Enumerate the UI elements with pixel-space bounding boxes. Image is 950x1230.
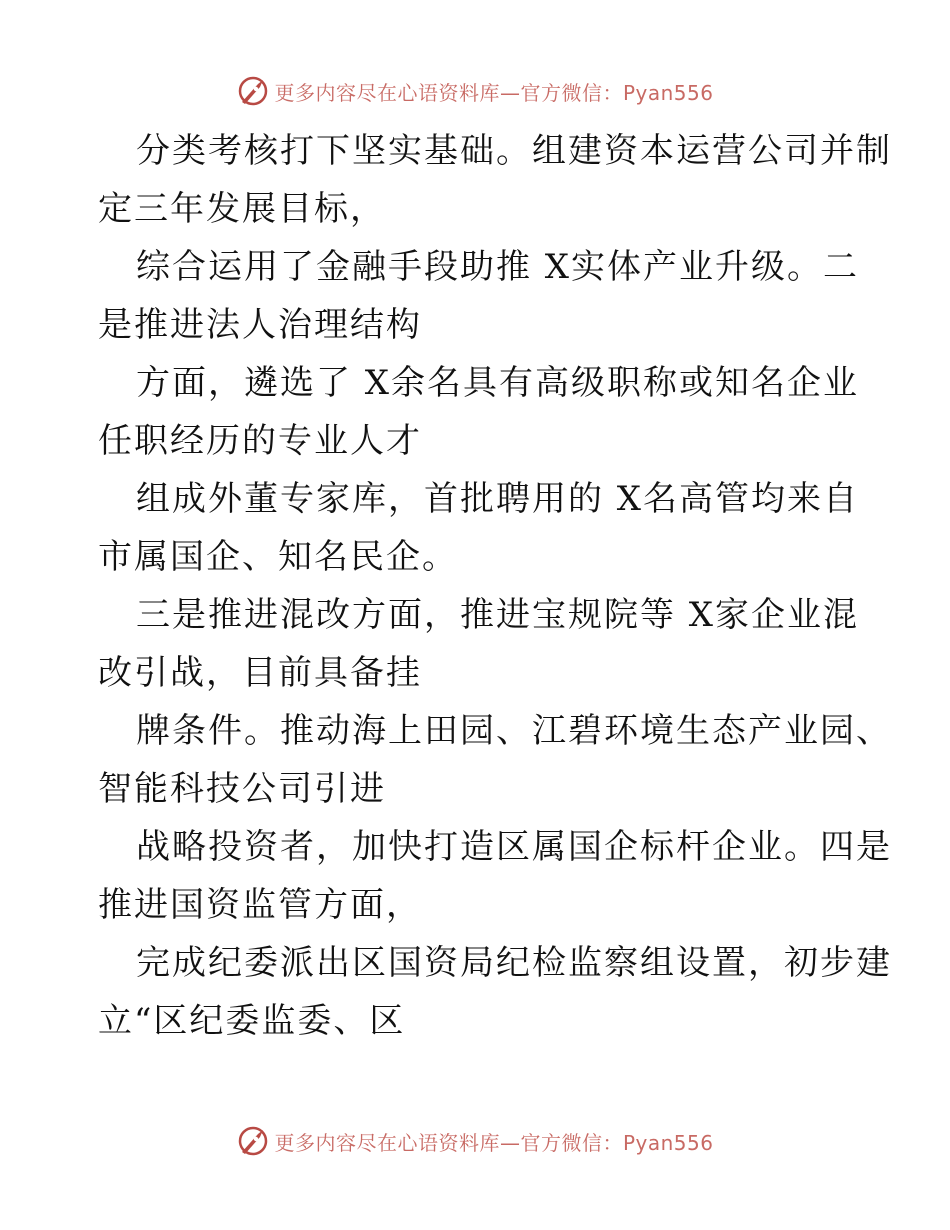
header-banner-text: 更多内容尽在心语资料库—官方微信：Pyan556 — [274, 80, 714, 105]
pen-logo-icon — [236, 74, 270, 108]
paragraph — [98, 818, 892, 934]
paragraph-first-line: 牌条件。推动海上田园、江碧环境生态产业园、 — [136, 711, 892, 751]
header-banner — [0, 71, 950, 111]
body-text — [98, 122, 892, 1050]
paragraph-continuation: 市属国企、知名民企。 — [98, 537, 458, 577]
paragraph — [98, 934, 892, 1050]
paragraph-continuation: 改引战，目前具备挂 — [98, 653, 422, 693]
paragraph-continuation: 是推进法人治理结构 — [98, 305, 422, 345]
paragraph-first-line: 三是推进混改方面，推进宝规院等 X家企业混 — [136, 595, 860, 635]
paragraph — [98, 122, 892, 238]
paragraph-first-line: 战略投资者，加快打造区属国企标杆企业。四是 — [136, 827, 892, 867]
paragraph-continuation: 智能科技公司引进 — [98, 769, 386, 809]
pen-logo-icon — [236, 1124, 270, 1158]
paragraph — [98, 470, 858, 586]
paragraph — [98, 586, 858, 702]
paragraph-continuation: 任职经历的专业人才 — [98, 421, 422, 461]
paragraph — [98, 354, 858, 470]
paragraph-first-line: 综合运用了金融手段助推 X实体产业升级。二 — [136, 247, 860, 287]
paragraph — [98, 702, 892, 818]
paragraph-continuation: 定三年发展目标， — [98, 189, 386, 229]
paragraph-continuation: 推进国资监管方面， — [98, 885, 422, 925]
paragraph-first-line: 分类考核打下坚实基础。组建资本运营公司并制 — [136, 131, 892, 171]
footer-banner — [0, 1121, 950, 1161]
footer-banner-text: 更多内容尽在心语资料库—官方微信：Pyan556 — [274, 1130, 714, 1155]
paragraph-continuation: 立“区纪委监委、区 — [98, 1001, 406, 1041]
paragraph-first-line: 方面，遴选了 X余名具有高级职称或知名企业 — [136, 363, 860, 403]
paragraph-first-line: 完成纪委派出区国资局纪检监察组设置，初步建 — [136, 943, 892, 983]
paragraph — [98, 238, 858, 354]
paragraph-first-line: 组成外董专家库，首批聘用的 X名高管均来自 — [136, 479, 860, 519]
